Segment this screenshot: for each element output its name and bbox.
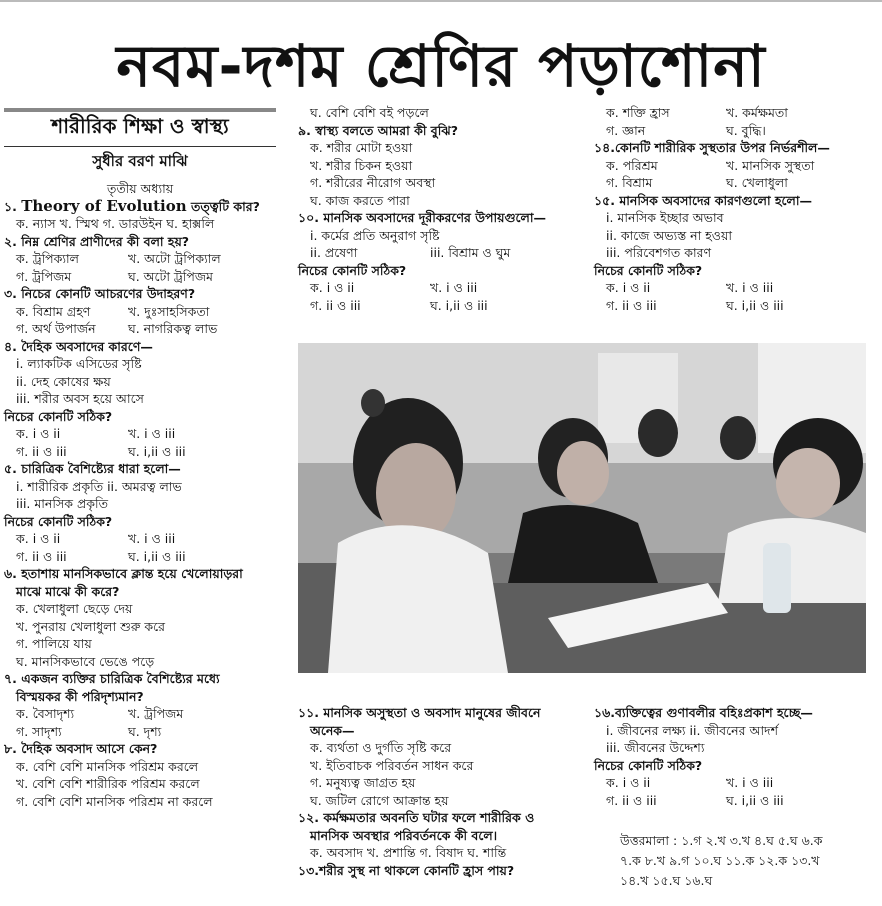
option: ক. i ও ii xyxy=(606,280,651,295)
option: i. মানসিক ইচ্ছার অভাব xyxy=(606,210,724,225)
option: খ. শরীর চিকন হওয়া xyxy=(310,157,413,173)
option-row xyxy=(4,530,276,548)
column-1 xyxy=(4,106,276,810)
option-row xyxy=(594,157,878,175)
option-row xyxy=(4,705,276,723)
option: ii. প্রষেণা xyxy=(310,245,358,260)
question-list-2 xyxy=(298,104,590,314)
option-row xyxy=(4,443,276,461)
question: ৫. চারিত্রিক বৈশিষ্ট্যের ধারা হলো— xyxy=(4,461,181,476)
option: গ. ii ও iii xyxy=(606,297,657,313)
section-rule xyxy=(4,146,276,147)
option: ঘ. i,ii ও iii xyxy=(430,297,488,313)
question: ১২. কর্মক্ষমতার অবনতি ঘটার ফলে শারীরিক ও xyxy=(298,810,535,825)
option: i. কর্মের প্রতি অনুরাগ সৃষ্টি xyxy=(310,227,440,243)
option: গ. শরীরের নীরোগ অবস্থা xyxy=(310,175,436,190)
option-row xyxy=(4,425,276,443)
option: ক. পরিশ্রম xyxy=(606,157,658,173)
option: i. শারীরিক প্রকৃতি ii. অমরত্ব লাভ xyxy=(16,478,182,494)
question: ৩. নিচের কোনটি আচরণের উদাহরণ? xyxy=(4,286,196,301)
question: ১০. মানসিক অবসাদের দূরীকরণের উপায়গুলো— xyxy=(298,210,546,225)
question: নিচের কোনটি সঠিক? xyxy=(4,408,113,424)
option: খ. i ও iii xyxy=(430,280,478,295)
question: ১৬.ব্যক্তিত্বের গুণাবলীর বহিঃপ্রকাশ হচ্ছে— xyxy=(594,705,813,720)
option: গ. ii ও iii xyxy=(16,548,67,564)
option-row xyxy=(594,792,878,810)
option: ঘ. জটিল রোগে আক্রান্ত হয় xyxy=(310,792,449,808)
english-term: Theory of Evolution xyxy=(21,196,187,215)
question: ৯. স্বাস্থ্য বলতে আমরা কী বুঝি? xyxy=(298,122,459,138)
question: নিচের কোনটি সঠিক? xyxy=(594,757,703,773)
answer-line: উত্তরমালা : ১.গ ২.খ ৩.খ ৪.ঘ ৫.ঘ ৬.ক xyxy=(620,833,823,848)
option: খ. ইতিবাচক পরিবর্তন সাধন করে xyxy=(310,757,474,773)
option-row xyxy=(298,297,590,315)
column-5 xyxy=(594,704,878,891)
option: গ. বেশি বেশি মানসিক পরিশ্রম না করলে xyxy=(16,793,213,809)
option: ঘ. মানসিকভাবে ভেঙে পড়ে xyxy=(16,653,155,669)
option: খ. ট্রপিজম xyxy=(128,706,184,721)
option: গ. অর্থ উপার্জন xyxy=(16,321,96,336)
question: ২. নিম্ন শ্রেণির প্রাণীদের কী বলা হয়? xyxy=(4,233,190,249)
option: ক. ব্যর্থতা ও দুর্গতি সৃষ্টি করে xyxy=(310,740,452,755)
question-list-1 xyxy=(4,198,276,811)
option: খ. i ও iii xyxy=(726,280,774,295)
option: ঘ. দৃশ্য xyxy=(128,723,162,739)
answer-line: ১৪.খ ১৫.ঘ ১৬.ঘ xyxy=(620,873,713,888)
option-row xyxy=(4,303,276,321)
option-row xyxy=(594,104,878,122)
question xyxy=(4,198,276,216)
option: ঘ. অটো ট্রপিজম xyxy=(128,268,213,284)
option: ঘ. বেশি বেশি বই পড়লে xyxy=(310,105,429,120)
option: ক. i ও ii xyxy=(310,280,355,295)
option-row xyxy=(594,279,878,297)
option: ক. অবসাদ খ. প্রশান্তি গ. বিষাদ ঘ. শান্তি xyxy=(310,845,507,860)
question-continued: মাঝে মাঝে কী করে? xyxy=(16,583,120,599)
option: গ. ii ও iii xyxy=(606,792,657,808)
option: ঘ. i,ii ও iii xyxy=(128,548,186,564)
option: ক. ট্রপিক্যাল xyxy=(16,251,79,266)
question: ১৩.শরীর সুস্থ না থাকলে কোনটি হ্রাস পায়? xyxy=(298,862,515,878)
section-title: শারীরিক শিক্ষা ও স্বাস্থ্য xyxy=(51,114,229,138)
option: i. জীবনের লক্ষ্য ii. জীবনের আদর্শ xyxy=(606,722,778,738)
option: ii. কাজে অভ্যস্ত না হওয়া xyxy=(606,227,732,243)
option: iii. জীবনের উদ্দেশ্য xyxy=(606,740,705,755)
option: গ. পালিয়ে যায় xyxy=(16,636,92,651)
exam-hall-photo xyxy=(298,343,866,673)
question: ১৫. মানসিক অবসাদের কারণগুলো হলো— xyxy=(594,192,812,208)
option-row xyxy=(594,774,878,792)
option: খ. i ও iii xyxy=(128,426,176,441)
option: ii. দেহ কোষের ক্ষয় xyxy=(16,373,111,389)
option: ক. বৈসাদৃশ্য xyxy=(16,706,75,721)
option: ঘ. কাজ করতে পারা xyxy=(310,192,410,208)
option: গ. ট্রপিজম xyxy=(16,268,72,284)
option: ক. ন্যাস খ. স্মিথ গ. ডারউইন ঘ. হাক্সলি xyxy=(16,216,215,231)
option: ক. বেশি বেশি মানসিক পরিশ্রম করলে xyxy=(16,758,199,774)
question: ৪. দৈহিক অবসাদের কারণে— xyxy=(4,338,153,354)
option: iii. শরীর অবস হয়ে আসে xyxy=(16,391,144,406)
question: নিচের কোনটি সঠিক? xyxy=(594,262,703,278)
option-row xyxy=(298,279,590,297)
option: খ. কর্মক্ষমতা xyxy=(726,105,788,120)
option-row xyxy=(4,268,276,286)
question-list-3 xyxy=(594,104,878,314)
option: ঘ. i,ii ও iii xyxy=(726,297,784,313)
option-row xyxy=(594,174,878,192)
option: ক. i ও ii xyxy=(16,531,61,546)
question-list-4 xyxy=(298,704,590,879)
question-continued: মানসিক অবস্থার পরিবর্তনকে কী বলে। xyxy=(310,827,498,843)
option: iii. বিশ্রাম ও ঘুম xyxy=(430,245,511,260)
option: গ. সাদৃশ্য xyxy=(16,723,62,739)
option: i. ল্যাকটিক এসিডের সৃষ্টি xyxy=(16,356,142,371)
answer-line: ৭.ক ৮.খ ৯.গ ১০.ঘ ১১.ক ১২.ক ১৩.খ xyxy=(620,853,820,868)
question: নিচের কোনটি সঠিক? xyxy=(298,262,407,278)
option: ঘ. i,ii ও iii xyxy=(128,443,186,459)
option-row xyxy=(4,548,276,566)
option: iii. মানসিক প্রকৃতি xyxy=(16,496,108,511)
option: গ. জ্ঞান xyxy=(606,122,646,138)
option: ক. শরীর মোটা হওয়া xyxy=(310,140,413,155)
question: ৬. হতাশায় মানসিকভাবে ক্লান্ত হয়ে খেলোয়াড়রা xyxy=(4,566,243,581)
option: ক. বিশ্রাম গ্রহণ xyxy=(16,303,91,319)
question: ৮. দৈহিক অবসাদ আসে কেন? xyxy=(4,741,158,756)
option: ঘ. বুদ্ধি। xyxy=(726,122,766,138)
option-row xyxy=(594,297,878,315)
option-row xyxy=(4,320,276,338)
option: খ. বেশি বেশি শারীরিক পরিশ্রম করলে xyxy=(16,776,200,791)
option: গ. মনুষ্যত্ব জাগ্রত হয় xyxy=(310,775,416,790)
chapter-label: তৃতীয় অধ্যায় xyxy=(106,181,174,196)
question: ৭. একজন ব্যক্তির চারিত্রিক বৈশিষ্ট্যের মধ্যে xyxy=(4,671,220,686)
question: নিচের কোনটি সঠিক? xyxy=(4,513,113,529)
option: খ. দুঃসাহসিকতা xyxy=(128,303,210,319)
option: ঘ. i,ii ও iii xyxy=(726,792,784,808)
top-rule xyxy=(0,0,882,2)
option: খ. i ও iii xyxy=(128,531,176,546)
option: গ. বিশ্রাম xyxy=(606,175,653,190)
option: iii. পরিবেশগত কারণ xyxy=(606,245,712,260)
question: ১৪.কোনটি শারীরিক সুস্থতার উপর নির্ভরশীল— xyxy=(594,140,830,155)
option: খ. পুনরায় খেলাধুলা শুরু করে xyxy=(16,618,166,634)
question-continued: অনেক— xyxy=(310,722,355,738)
option: খ. মানসিক সুস্থতা xyxy=(726,157,815,173)
question: ১১. মানসিক অসুস্থতা ও অবসাদ মানুষের জীবনে xyxy=(298,705,541,720)
option: ক. i ও ii xyxy=(606,775,651,790)
author-name: সুধীর বরণ মাঝি xyxy=(92,151,188,170)
option-row xyxy=(298,244,590,262)
option-row xyxy=(594,122,878,140)
option: খ. i ও iii xyxy=(726,775,774,790)
option: গ. ii ও iii xyxy=(310,297,361,313)
question-text: তত্ত্বটি কার? xyxy=(186,198,260,214)
option: ক. i ও ii xyxy=(16,426,61,441)
option: খ. অটো ট্রপিক্যাল xyxy=(128,251,221,266)
option: ঘ. খেলাধুলা xyxy=(726,175,788,190)
option-row xyxy=(4,723,276,741)
option: ঘ. নাগরিকত্ব লাভ xyxy=(128,321,218,336)
question-number: ১. xyxy=(4,198,17,214)
masthead-title: নবম-দশম শ্রেণির পড়াশোনা xyxy=(116,32,766,100)
option: ক. শক্তি হ্রাস xyxy=(606,105,670,120)
question-list-5 xyxy=(594,704,878,809)
option: গ. ii ও iii xyxy=(16,443,67,459)
question-continued: বিস্ময়কর কী পরিদৃশ্যমান? xyxy=(16,688,144,704)
option-row xyxy=(4,250,276,268)
option: ক. খেলাধুলা ছেড়ে দেয় xyxy=(16,601,133,616)
answer-key xyxy=(594,831,878,891)
